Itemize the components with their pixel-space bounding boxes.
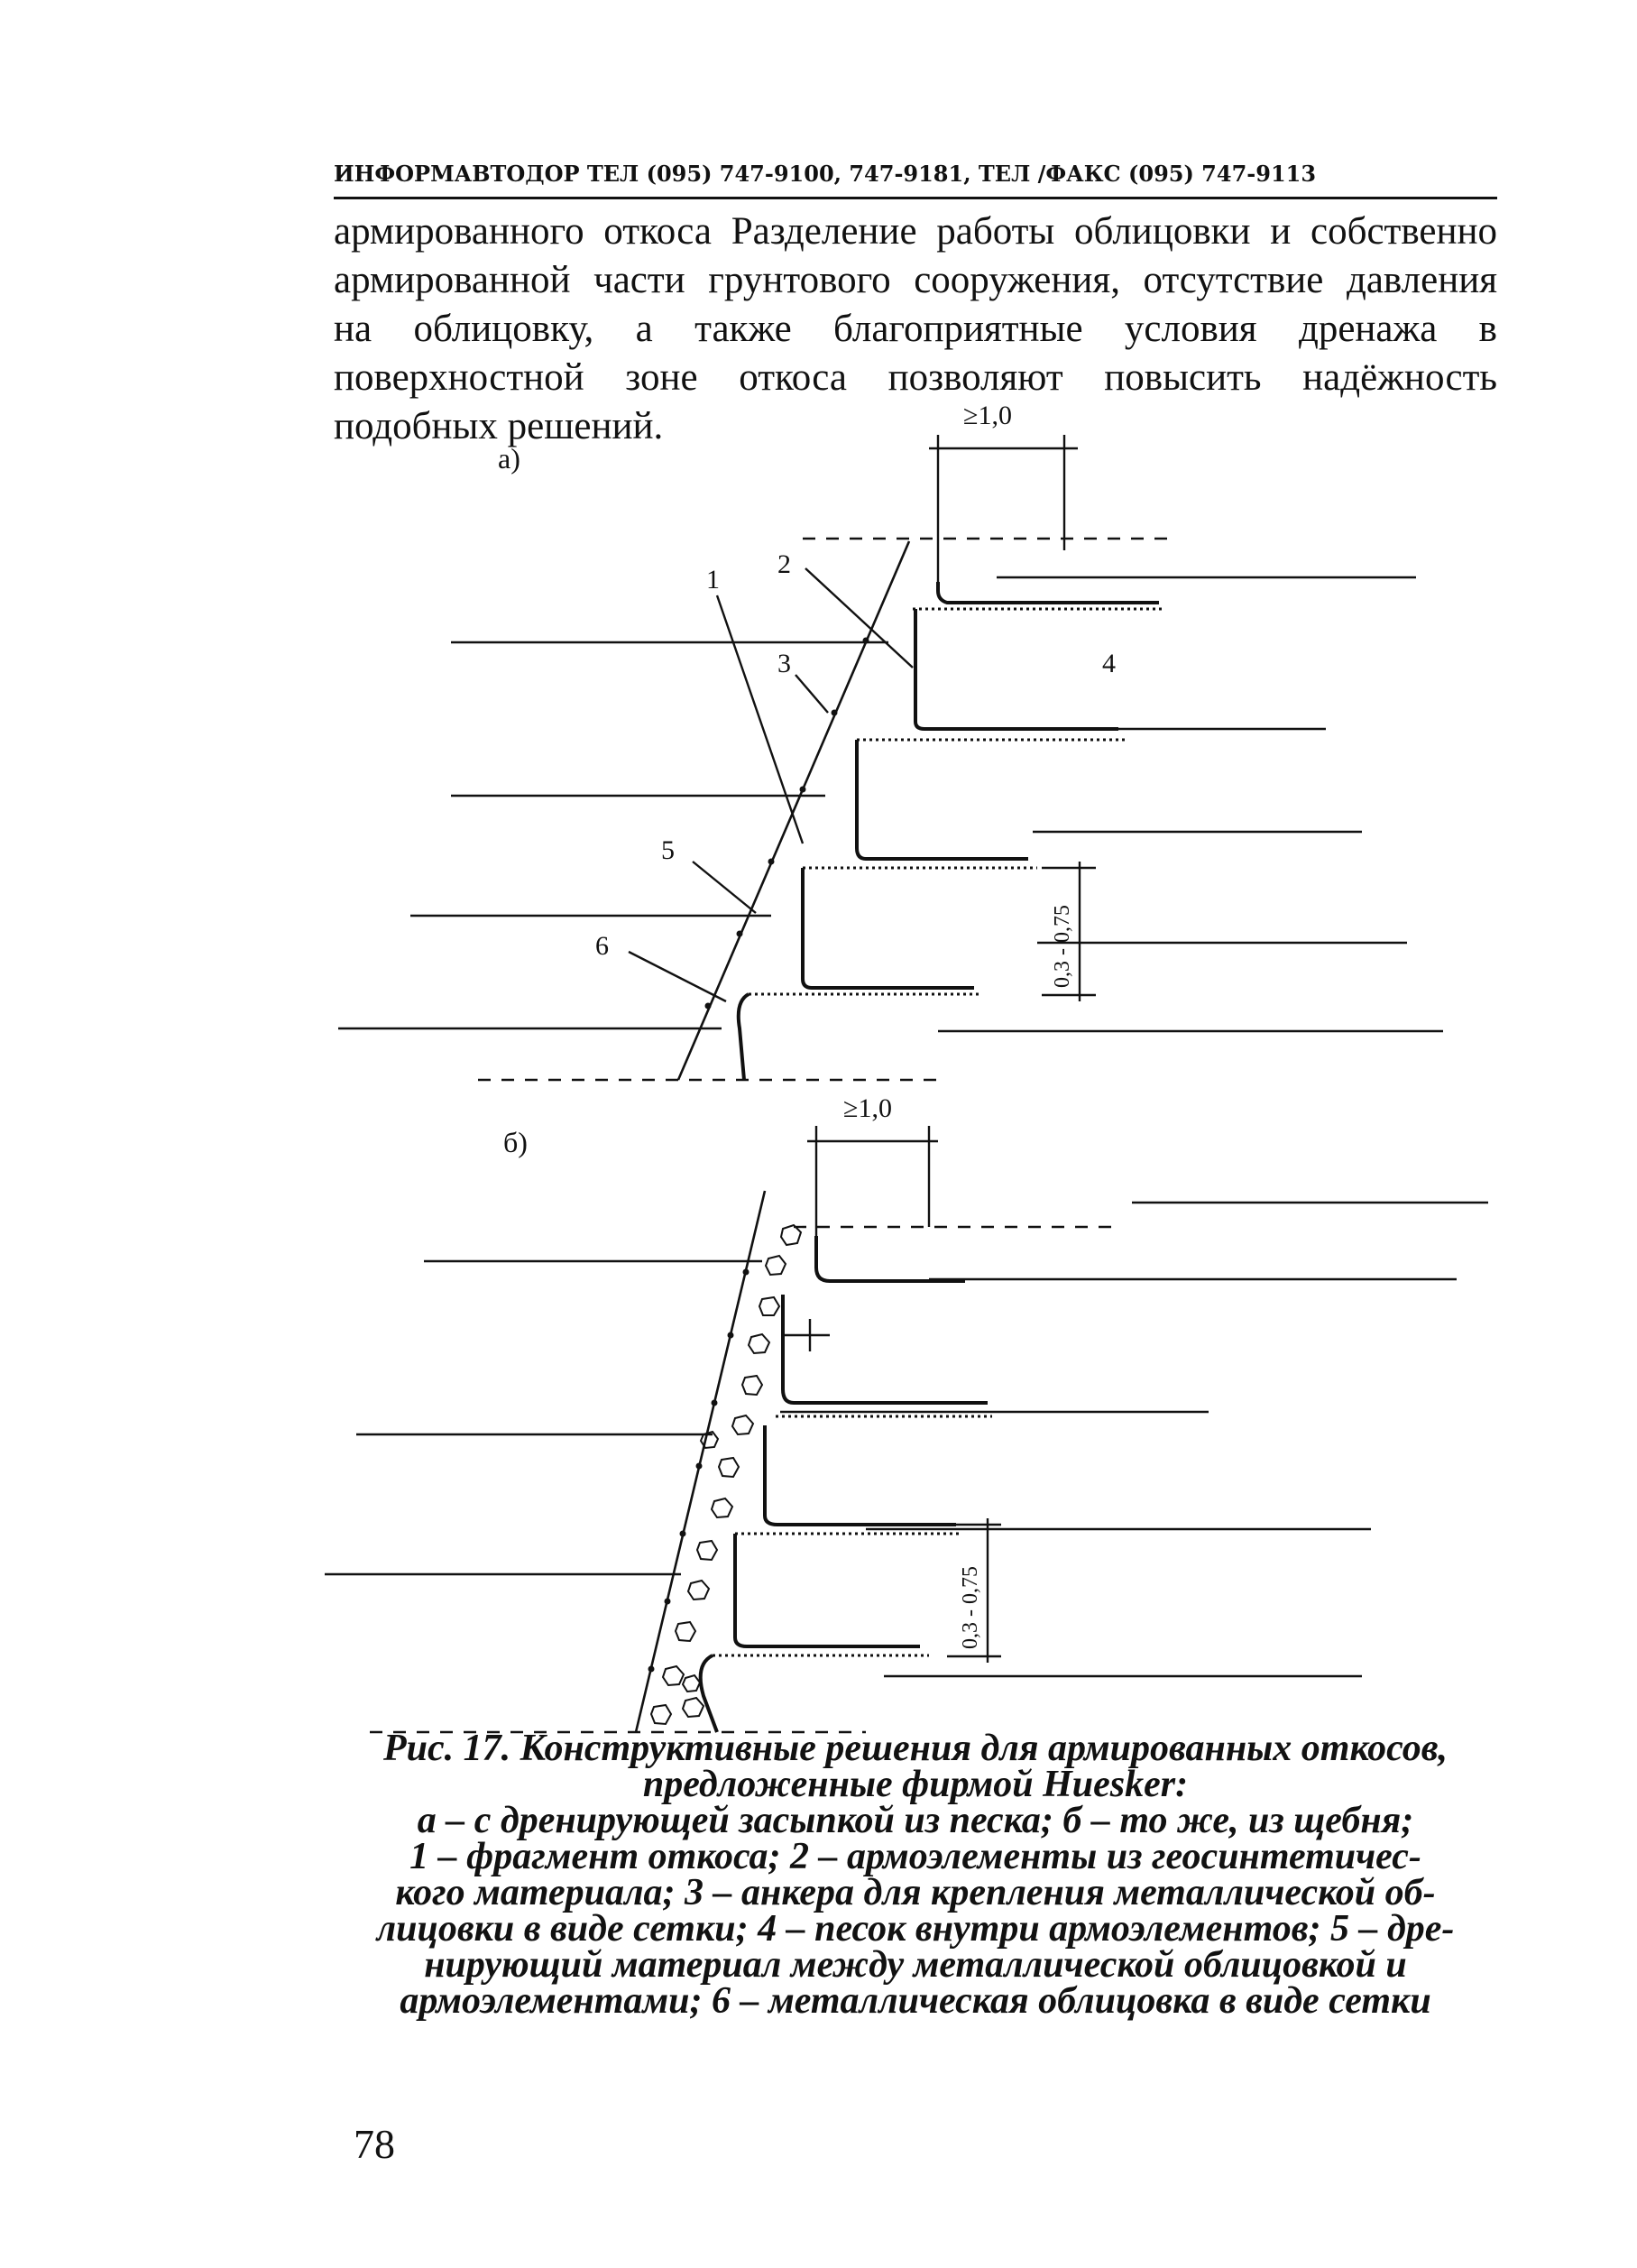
caption-line-5: кого материала; 3 – анкера для крепления металлической об-: [395, 1872, 1436, 1913]
callout-4: 4: [1102, 649, 1116, 678]
caption-line-1: Рис. 17. Конструктивные решения для армированных откосов,: [383, 1728, 1448, 1769]
figure-b-width-dimension: ≥1,0: [843, 1093, 892, 1123]
page-number: 78: [354, 2121, 395, 2167]
callout-1: 1: [706, 565, 720, 595]
figure-b-drawing: [325, 1126, 1488, 1732]
figure-caption: [325, 1728, 1506, 2022]
figure-b-label: б): [503, 1126, 528, 1158]
body-line-5: подобных решений.: [334, 405, 664, 447]
caption-line-4: 1 – фрагмент откоса; 2 – армоэлементы из геосинтетичес-: [409, 1836, 1421, 1877]
body-line-2: армированной части грунтового сооружения, отсутствие давления: [334, 259, 1497, 301]
callout-2: 2: [777, 549, 791, 579]
body-line-4: поверхностной зоне откоса позволяют повысить надёжность: [334, 356, 1497, 399]
body-line-3: на облицовку, а также благоприятные условия дренажа в: [334, 308, 1497, 350]
figure-a-label: а): [498, 442, 520, 475]
callout-3: 3: [777, 649, 791, 678]
caption-line-2: предложенные фирмой Huesker:: [642, 1764, 1189, 1805]
caption-line-8: армоэлементами; 6 – металлическая облицовка в виде сетки: [400, 1980, 1431, 2022]
figure-b-labels: [843, 1093, 982, 1649]
figure-a-drawing: [338, 435, 1443, 1080]
callout-5: 5: [661, 835, 675, 865]
caption-line-3: а – с дренирующей засыпкой из песка; б – то же, из щебня;: [417, 1800, 1414, 1841]
body-line-1: армированного откоса Разделение работы облицовки и собственно: [334, 210, 1497, 253]
figure-b-height-dimension: 0,3 - 0,75: [959, 1566, 982, 1649]
callout-6: 6: [595, 931, 609, 961]
figure-a-labels: [595, 401, 1116, 988]
running-header: ИНФОРМАВТОДОР ТЕЛ (095) 747-9100, 747-9181, ТЕЛ /ФАКС (095) 747-9113: [334, 161, 1317, 187]
figure-a-width-dimension: ≥1,0: [963, 401, 1012, 430]
caption-line-6: лицовки в виде сетки; 4 – песок внутри армоэлементов; 5 – дре-: [376, 1908, 1455, 1950]
caption-line-7: нирующий материал между металлической облицовкой и: [424, 1944, 1407, 1986]
figure-a-height-dimension: 0,3 - 0,75: [1051, 905, 1074, 988]
